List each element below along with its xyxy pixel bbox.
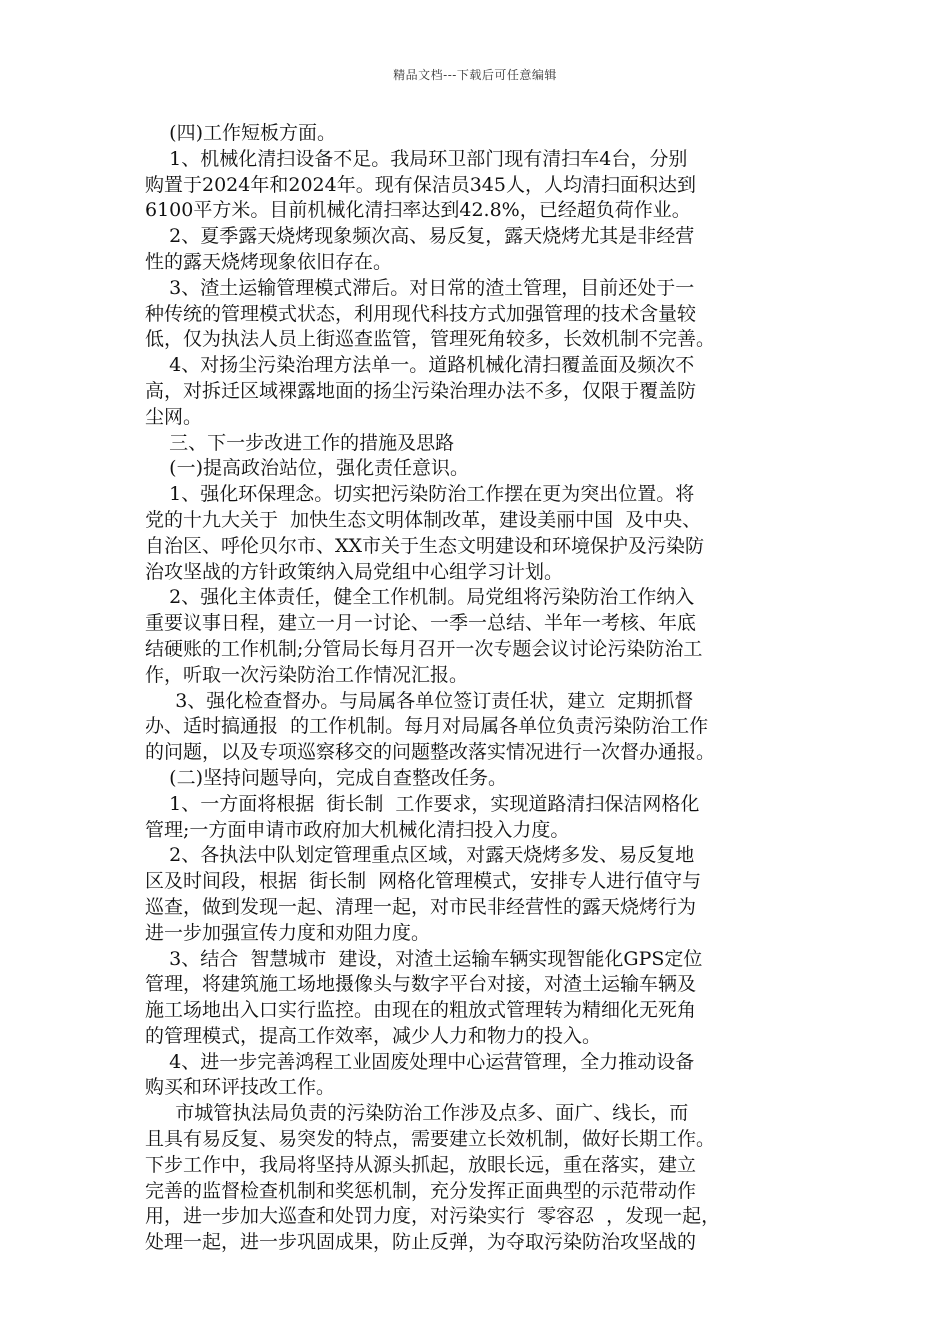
text-line: 结硬账的工作机制;分管局长每月召开一次专题会议讨论污染防治工 bbox=[145, 637, 703, 660]
text-line: 1、一方面将根据 街长制 工作要求，实现道路清扫保洁网格化 bbox=[145, 792, 700, 815]
text-line: 完善的监督检查机制和奖惩机制，充分发挥正面典型的示范带动作 bbox=[145, 1179, 697, 1202]
text-line: 处理一起，进一步巩固成果，防止反弹，为夺取污染防治攻坚战的 bbox=[145, 1231, 697, 1254]
text-line: 治攻坚战的方针政策纳入局党组中心组学习计划。 bbox=[145, 560, 564, 583]
text-line: 6100平方米。目前机械化清扫率达到42.8%，已经超负荷作业。 bbox=[145, 199, 691, 222]
text-line: 管理，将建筑施工场地摄像头与数字平台对接，对渣土运输车辆及 bbox=[145, 973, 697, 996]
text-line: 购置于2024年和2024年。现有保洁员345人，人均清扫面积达到 bbox=[145, 173, 696, 196]
text-line: 购买和环评技改工作。 bbox=[145, 1076, 336, 1099]
text-line: 1、机械化清扫设备不足。我局环卫部门现有清扫车4台，分别 bbox=[145, 147, 688, 170]
text-line: 的问题，以及专项巡察移交的问题整改落实情况进行一次督办通报。 bbox=[145, 741, 716, 764]
text-line: 重要议事日程，建立一月一讨论、一季一总结、半年一考核、年底 bbox=[145, 612, 697, 635]
text-line: 巡查，做到发现一起、清理一起，对市民非经营性的露天烧烤行为 bbox=[145, 895, 697, 918]
text-line: 党的十九大关于 加快生态文明体制改革，建设美丽中国 及中央、 bbox=[145, 508, 702, 531]
text-line: 尘网。 bbox=[145, 405, 203, 428]
text-line: 性的露天烧烤现象依旧存在。 bbox=[145, 250, 393, 273]
text-line: 三、下一步改进工作的措施及思路 bbox=[145, 431, 455, 454]
text-line: 管理;一方面申请市政府加大机械化清扫投入力度。 bbox=[145, 818, 570, 841]
text-line: 下步工作中，我局将坚持从源头抓起，放眼长远，重在落实，建立 bbox=[145, 1153, 697, 1176]
text-line: 办、适时搞通报 的工作机制。每月对局属各单位负责污染防治工作 bbox=[145, 715, 709, 738]
page-header: 精品文档---下载后可任意编辑 bbox=[393, 68, 557, 82]
text-line: 2、各执法中队划定管理重点区域，对露天烧烤多发、易反复地 bbox=[145, 844, 695, 867]
text-line: 作，听取一次污染防治工作情况汇报。 bbox=[145, 663, 469, 686]
text-line: 2、夏季露天烧烤现象频次高、易反复，露天烧烤尤其是非经营 bbox=[145, 225, 695, 248]
text-line: (四)工作短板方面。 bbox=[145, 122, 336, 144]
text-line: 的管理模式，提高工作效率，减少人力和物力的投入。 bbox=[145, 1024, 602, 1047]
text-line: 3、渣土运输管理模式滞后。对日常的渣土管理，目前还处于一 bbox=[145, 276, 695, 299]
text-line: (一)提高政治站位，强化责任意识。 bbox=[145, 457, 469, 480]
text-line: (二)坚持问题导向，完成自查整改任务。 bbox=[145, 766, 507, 789]
text-line: 市城管执法局负责的污染防治工作涉及点多、面广、线长，而 bbox=[145, 1102, 689, 1125]
text-line: 3、结合 智慧城市 建设，对渣土运输车辆实现智能化GPS定位 bbox=[145, 947, 703, 970]
text-line: 用，进一步加大巡查和处罚力度，对污染实行 零容忍 ，发现一起， bbox=[145, 1205, 721, 1228]
text-line: 高，对拆迁区域裸露地面的扬尘污染治理办法不多，仅限于覆盖防 bbox=[145, 379, 697, 402]
text-line: 自治区、呼伦贝尔市、XX市关于生态文明建设和环境保护及污染防 bbox=[145, 534, 705, 557]
text-line: 4、进一步完善鸿程工业固废处理中心运营管理，全力推动设备 bbox=[145, 1050, 695, 1073]
text-line: 施工场地出入口实行监控。由现在的粗放式管理转为精细化无死角 bbox=[145, 999, 697, 1022]
text-line: 3、强化检查督办。与局属各单位签订责任状，建立 定期抓督 bbox=[145, 689, 694, 712]
text-line: 且具有易反复、易突发的特点，需要建立长效机制，做好长期工作。 bbox=[145, 1128, 716, 1151]
text-line: 进一步加强宣传力度和劝阻力度。 bbox=[145, 921, 431, 944]
text-line: 1、强化环保理念。切实把污染防治工作摆在更为突出位置。将 bbox=[145, 483, 695, 506]
text-line: 4、对扬尘污染治理方法单一。道路机械化清扫覆盖面及频次不 bbox=[145, 354, 695, 377]
text-line: 种传统的管理模式状态，利用现代科技方式加强管理的技术含量较 bbox=[145, 302, 697, 325]
text-line: 2、强化主体责任，健全工作机制。局党组将污染防治工作纳入 bbox=[145, 586, 695, 609]
text-line: 区及时间段，根据 街长制 网格化管理模式，安排专人进行值守与 bbox=[145, 870, 702, 893]
document-body bbox=[145, 121, 811, 1256]
text-line: 低，仅为执法人员上街巡查监管，管理死角较多，长效机制不完善。 bbox=[145, 328, 716, 351]
